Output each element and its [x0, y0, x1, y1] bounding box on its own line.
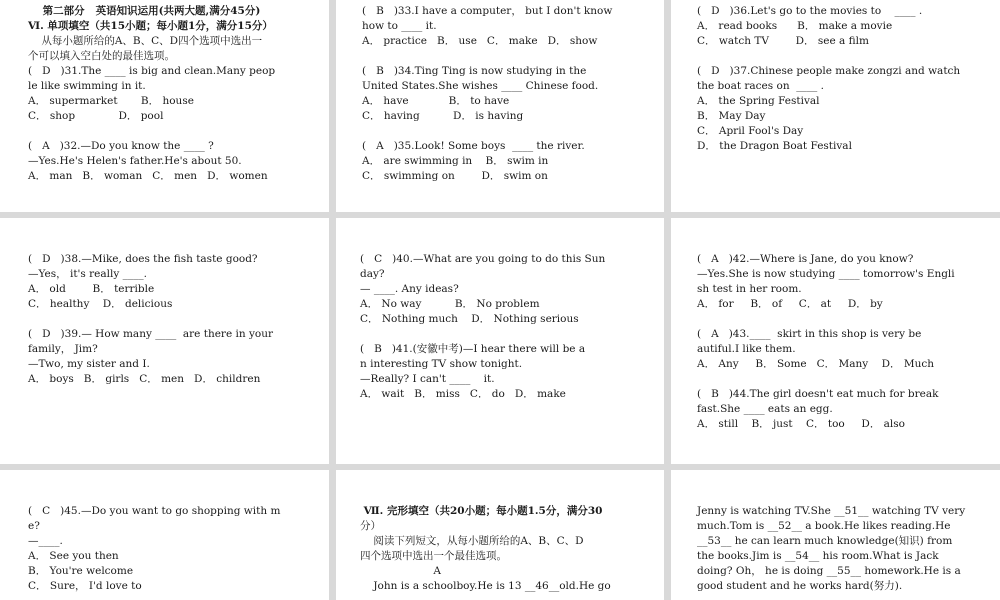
- text-line: B． May Day: [697, 110, 766, 122]
- panel-lines: [28, 222, 329, 387]
- text-line: 阅读下列短文，从每小题所给的A、B、C、D: [360, 535, 584, 547]
- text-line: C． having D． is having: [362, 110, 524, 122]
- text-line: C． April Fool's Day: [697, 125, 804, 137]
- text-line: le like swimming in it.: [28, 80, 146, 92]
- panel-top-middle: [336, 0, 664, 212]
- text-line: A． the Spring Festival: [697, 95, 820, 107]
- text-line: doing? Oh， he is doing __55__ homework.He is a: [697, 565, 961, 577]
- text-line: autiful.I like them.: [697, 343, 796, 355]
- panel-lines: [362, 4, 664, 184]
- text-line: B． You're welcome: [28, 565, 134, 577]
- text-line: A． have B． to have: [362, 95, 510, 107]
- text-line: Jenny is watching TV.She __51__ watching TV very: [697, 505, 966, 517]
- text-line: [28, 474, 329, 489]
- text-line: A． read books B． make a movie: [697, 20, 893, 32]
- panel-lines: [28, 4, 329, 184]
- text-line: how to ____ it.: [362, 20, 437, 32]
- text-line: [360, 327, 664, 342]
- text-line: [697, 222, 1000, 237]
- text-line: ( C )45.—Do you want to go shopping with m: [28, 505, 281, 517]
- text-line: ( A )43.____ skirt in this shop is very be: [697, 328, 922, 340]
- text-line: A． still B． just C． too D． also: [697, 418, 905, 430]
- text-line: [697, 312, 1000, 327]
- text-line: the boat races on ____ .: [697, 80, 824, 92]
- panel-lines: [360, 222, 664, 402]
- text-line: [697, 49, 1000, 64]
- text-line: [360, 237, 664, 252]
- text-line: ( B )33.I have a computer， but I don't know: [362, 5, 613, 17]
- text-line: 四个选项中选出一个最佳选项。: [360, 550, 507, 562]
- text-line: —Yes.He's Helen's father.He's about 50.: [28, 155, 242, 167]
- text-line: fast.She ____ eats an egg.: [697, 403, 833, 415]
- text-line: [697, 474, 1000, 489]
- text-line: — ____. Any ideas?: [360, 283, 459, 295]
- text-line: [697, 237, 1000, 252]
- text-line: ( D )39.— How many ____ are there in your: [28, 328, 273, 340]
- text-line: —Yes， it's really ____.: [28, 268, 147, 280]
- text-line: D． the Dragon Boat Festival: [697, 140, 852, 152]
- text-line: n interesting TV show tonight.: [360, 358, 523, 370]
- text-line: A． Any B． Some C． Many D． Much: [697, 358, 934, 370]
- text-line: [28, 312, 329, 327]
- text-line: [360, 474, 664, 489]
- panel-lines: [28, 474, 329, 594]
- text-line: 第二部分 英语知识运用(共两大题,满分45分): [28, 5, 261, 17]
- text-line: ( C )40.—What are you going to do this Sun: [360, 253, 606, 265]
- panel-lines: [697, 474, 1000, 594]
- text-line: A． boys B． girls C． men D． children: [28, 373, 261, 385]
- panel-middle-middle: [336, 218, 664, 464]
- text-line: United States.She wishes ____ Chinese food.: [362, 80, 599, 92]
- text-line: [28, 237, 329, 252]
- text-line: A． are swimming in B． swim in: [362, 155, 549, 167]
- text-line: ( D )36.Let's go to the movies to ____ .: [697, 5, 923, 17]
- text-line: C． Sure， I'd love to: [28, 580, 142, 592]
- text-line: A: [360, 565, 442, 577]
- text-line: [362, 124, 664, 139]
- text-line: ( D )38.—Mike, does the fish taste good?: [28, 253, 258, 265]
- text-line: A． practice B． use C． make D． show: [362, 35, 598, 47]
- text-line: A． for B． of C． at D． by: [697, 298, 883, 310]
- text-line: A． supermarket B． house: [28, 95, 194, 107]
- text-line: 个可以填入空白处的最佳选项。: [28, 50, 175, 62]
- text-line: [360, 489, 664, 504]
- text-line: A． man B． woman C． men D． women: [28, 170, 268, 182]
- text-line: C． shop D． pool: [28, 110, 164, 122]
- text-line: A． wait B． miss C． do D． make: [360, 388, 566, 400]
- text-line: ( A )42.—Where is Jane, do you know?: [697, 253, 914, 265]
- text-line: ( D )31.The ____ is big and clean.Many peop: [28, 65, 276, 77]
- text-line: ( A )35.Look! Some boys ____ the river.: [362, 140, 585, 152]
- text-line: [28, 489, 329, 504]
- panel-lines: [360, 474, 664, 594]
- panel-bottom-right: [671, 470, 1000, 600]
- panel-bottom-left: [0, 470, 329, 600]
- text-line: ( A )32.—Do you know the ____ ?: [28, 140, 214, 152]
- panel-lines: [697, 222, 1000, 432]
- text-line: [697, 489, 1000, 504]
- text-line: much.Tom is __52__ a book.He likes reading.He: [697, 520, 951, 532]
- panel-lines: [697, 4, 1000, 154]
- text-line: C． Nothing much D． Nothing serious: [360, 313, 579, 325]
- text-line: [362, 49, 664, 64]
- text-line: ( B )44.The girl doesn't eat much for break: [697, 388, 939, 400]
- text-line: __53__ he can learn much knowledge(知识) from: [697, 535, 953, 547]
- text-line: 从每小题所给的A、B、C、D四个选项中选出一: [28, 35, 263, 47]
- text-line: [28, 124, 329, 139]
- panel-bottom-middle: [336, 470, 664, 600]
- text-line: e?: [28, 520, 40, 532]
- panel-top-left: [0, 0, 329, 212]
- text-line: —Two, my sister and I.: [28, 358, 150, 370]
- text-line: good student and he works hard(努力).: [697, 580, 903, 592]
- text-line: A． old B． terrible: [28, 283, 155, 295]
- text-line: C． swimming on D． swim on: [362, 170, 548, 182]
- text-line: the books.Jim is __54__ his room.What is Jack: [697, 550, 939, 562]
- text-line: ( D )37.Chinese people make zongzi and watch: [697, 65, 961, 77]
- text-line: A． See you then: [28, 550, 119, 562]
- text-line: C． watch TV D． see a film: [697, 35, 869, 47]
- text-line: ( B )41.(安徽中考)—I hear there will be a: [360, 343, 586, 355]
- text-line: day?: [360, 268, 385, 280]
- text-line: [697, 372, 1000, 387]
- panel-middle-right: [671, 218, 1000, 464]
- text-line: ( B )34.Ting Ting is now studying in the: [362, 65, 587, 77]
- panel-middle-left: [0, 218, 329, 464]
- panel-top-right: [671, 0, 1000, 212]
- text-line: —Yes.She is now studying ____ tomorrow's Engli: [697, 268, 955, 280]
- text-line: Ⅵ. 单项填空（共15小题；每小题1分，满分15分）: [28, 20, 273, 32]
- text-line: John is a schoolboy.He is 13 __46__old.He go: [360, 580, 611, 592]
- text-line: [360, 222, 664, 237]
- text-line: A． No way B． No problem: [360, 298, 540, 310]
- text-line: C． healthy D． delicious: [28, 298, 173, 310]
- text-line: —Really? I can't ____ it.: [360, 373, 495, 385]
- text-line: sh test in her room.: [697, 283, 802, 295]
- text-line: —____.: [28, 535, 63, 547]
- text-line: Ⅶ. 完形填空（共20小题；每小题1.5分，满分30: [360, 505, 603, 517]
- text-line: family， Jim?: [28, 343, 98, 355]
- text-line: [28, 222, 329, 237]
- text-line: 分）: [360, 520, 381, 532]
